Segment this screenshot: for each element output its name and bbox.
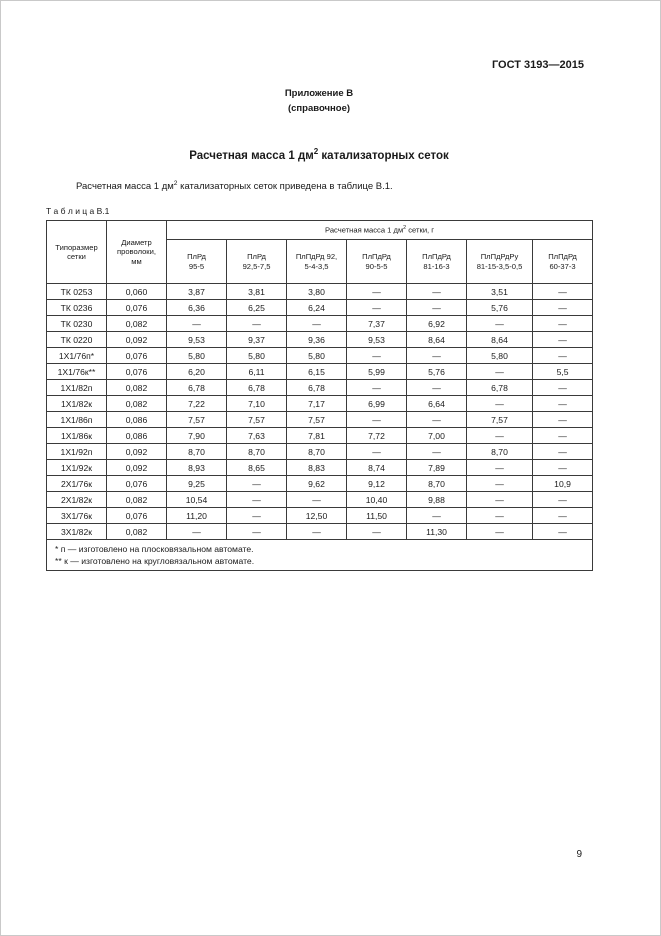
cell-value: —: [407, 284, 467, 300]
cell-value: 6,20: [167, 364, 227, 380]
footnotes-cell: [47, 540, 593, 571]
cell-type: 2Х1/76к: [47, 476, 107, 492]
cell-type: ТК 0220: [47, 332, 107, 348]
column-header-line: 5-4-3,5: [304, 261, 329, 271]
cell-diameter: 0,092: [107, 444, 167, 460]
cell-value: —: [407, 508, 467, 524]
cell-value: 9,12: [347, 476, 407, 492]
cell-value: 5,76: [407, 364, 467, 380]
cell-value: —: [407, 444, 467, 460]
cell-type: 3Х1/82к: [47, 524, 107, 540]
cell-value: —: [167, 316, 227, 332]
cell-value: —: [467, 524, 533, 540]
page-number: 9: [576, 849, 582, 860]
cell-value: —: [347, 284, 407, 300]
column-header-line: 90-5-5: [365, 261, 388, 271]
group-header: [167, 221, 593, 240]
cell-diameter: 0,082: [107, 316, 167, 332]
cell-diameter: 0,076: [107, 364, 167, 380]
table-row: [47, 284, 593, 300]
cell-value: —: [347, 300, 407, 316]
cell-value: 11,20: [167, 508, 227, 524]
cell-value: 6,25: [227, 300, 287, 316]
appendix-heading: [46, 86, 592, 116]
cell-value: 8,70: [407, 476, 467, 492]
table-row: [47, 492, 593, 508]
title-text: Расчетная масса 1 дм: [189, 149, 314, 162]
col-header-type: [47, 221, 107, 284]
cell-type: ТК 0236: [47, 300, 107, 316]
cell-value: —: [287, 316, 347, 332]
intro-sup: 2: [173, 180, 178, 187]
table-row: [47, 364, 593, 380]
cell-value: —: [467, 492, 533, 508]
cell-value: —: [533, 348, 593, 364]
cell-value: 8,70: [167, 444, 227, 460]
intro-text: Расчетная масса 1 дм: [76, 181, 174, 193]
footnotes-row: [47, 540, 593, 571]
page-title: [46, 147, 592, 162]
cell-value: —: [533, 396, 593, 412]
cell-value: —: [347, 348, 407, 364]
column-header-line: ПлРд: [187, 252, 206, 261]
cell-diameter: 0,092: [107, 332, 167, 348]
cell-value: 7,57: [167, 412, 227, 428]
cell-type: 1Х1/92п: [47, 444, 107, 460]
cell-value: —: [227, 508, 287, 524]
column-header-alloy: [287, 240, 347, 284]
cell-value: —: [167, 524, 227, 540]
table-row: [47, 476, 593, 492]
cell-value: 8,70: [467, 444, 533, 460]
cell-value: —: [407, 412, 467, 428]
col-header-diameter-line3: мм: [131, 256, 142, 266]
table-body: [47, 284, 593, 540]
cell-value: 8,64: [467, 332, 533, 348]
table-row: [47, 348, 593, 364]
cell-value: 6,15: [287, 364, 347, 380]
appendix-line1: Приложение В: [284, 88, 354, 99]
cell-diameter: 0,082: [107, 492, 167, 508]
cell-value: 6,78: [287, 380, 347, 396]
column-header-line: ПлПдРд 92,: [295, 252, 338, 261]
cell-type: 1Х1/92к: [47, 460, 107, 476]
cell-diameter: 0,092: [107, 460, 167, 476]
cell-value: —: [467, 428, 533, 444]
cell-value: —: [407, 380, 467, 396]
cell-value: —: [467, 396, 533, 412]
column-header-line: ПлПдРд: [362, 252, 391, 261]
cell-value: —: [467, 508, 533, 524]
cell-value: 8,70: [227, 444, 287, 460]
cell-value: —: [347, 444, 407, 460]
col-header-diameter-line2: проволоки,: [117, 247, 156, 257]
cell-diameter: 0,082: [107, 396, 167, 412]
group-header-text: Расчетная масса 1 дм: [325, 226, 404, 236]
table-row: [47, 396, 593, 412]
cell-value: —: [227, 492, 287, 508]
cell-value: —: [347, 524, 407, 540]
cell-value: 7,57: [227, 412, 287, 428]
title-sup: 2: [313, 147, 319, 156]
cell-value: 9,62: [287, 476, 347, 492]
column-header-line: 81-15-3,5-0,5: [476, 261, 523, 271]
cell-value: —: [287, 492, 347, 508]
cell-value: 7,10: [227, 396, 287, 412]
cell-value: —: [533, 332, 593, 348]
cell-value: —: [227, 476, 287, 492]
cell-value: 8,64: [407, 332, 467, 348]
cell-value: 7,17: [287, 396, 347, 412]
cell-type: 3Х1/76к: [47, 508, 107, 524]
cell-value: —: [533, 508, 593, 524]
cell-value: 9,25: [167, 476, 227, 492]
column-header-alloy: [407, 240, 467, 284]
group-header-suffix: сетки, г: [406, 226, 435, 236]
table-label: Т а б л и ц а В.1: [46, 206, 110, 216]
table-row: [47, 412, 593, 428]
cell-value: 6,36: [167, 300, 227, 316]
cell-value: 7,90: [167, 428, 227, 444]
cell-diameter: 0,082: [107, 524, 167, 540]
cell-value: 9,37: [227, 332, 287, 348]
table-row: [47, 524, 593, 540]
cell-value: 9,53: [347, 332, 407, 348]
cell-value: —: [467, 460, 533, 476]
doc-number: ГОСТ 3193—2015: [491, 59, 584, 71]
cell-value: —: [533, 300, 593, 316]
cell-value: 3,80: [287, 284, 347, 300]
cell-value: 7,22: [167, 396, 227, 412]
cell-value: 6,99: [347, 396, 407, 412]
group-header-row: [47, 221, 593, 240]
cell-value: 10,9: [533, 476, 593, 492]
cell-type: ТК 0230: [47, 316, 107, 332]
cell-value: 7,72: [347, 428, 407, 444]
cell-value: 5,80: [227, 348, 287, 364]
cell-value: 8,93: [167, 460, 227, 476]
cell-value: —: [287, 524, 347, 540]
cell-value: —: [533, 428, 593, 444]
cell-diameter: 0,076: [107, 300, 167, 316]
column-header-alloy: [227, 240, 287, 284]
column-header-alloy: [167, 240, 227, 284]
appendix-line2: (справочное): [287, 103, 351, 114]
cell-value: —: [407, 348, 467, 364]
cell-diameter: 0,082: [107, 380, 167, 396]
col-header-diameter: [107, 221, 167, 284]
table-row: [47, 460, 593, 476]
cell-value: 6,78: [467, 380, 533, 396]
cell-value: 11,30: [407, 524, 467, 540]
column-header-alloy: [467, 240, 533, 284]
column-header-line: ПлПдРд: [422, 252, 451, 261]
column-header-line: 95-5: [188, 261, 205, 271]
cell-value: 11,50: [347, 508, 407, 524]
cell-value: 8,83: [287, 460, 347, 476]
cell-value: 8,65: [227, 460, 287, 476]
cell-diameter: 0,076: [107, 348, 167, 364]
cell-value: —: [533, 492, 593, 508]
cell-type: 1Х1/76к**: [47, 364, 107, 380]
cell-value: 6,92: [407, 316, 467, 332]
cell-value: 5,99: [347, 364, 407, 380]
table-row: [47, 508, 593, 524]
cell-value: 3,51: [467, 284, 533, 300]
cell-diameter: 0,076: [107, 508, 167, 524]
cell-value: —: [467, 476, 533, 492]
cell-value: 9,53: [167, 332, 227, 348]
col-header-diameter-line1: Диаметр: [121, 237, 152, 247]
cell-value: —: [533, 524, 593, 540]
table-row: [47, 300, 593, 316]
cell-value: 5,5: [533, 364, 593, 380]
cell-value: 7,89: [407, 460, 467, 476]
cell-value: 9,36: [287, 332, 347, 348]
cell-value: 8,74: [347, 460, 407, 476]
column-header-line: ПлПдРдРу: [480, 252, 519, 261]
group-header-sup: 2: [403, 225, 407, 232]
table-row: [47, 380, 593, 396]
column-header-line: 60-37-3: [549, 261, 576, 271]
cell-value: —: [533, 284, 593, 300]
data-table: [46, 220, 593, 571]
cell-value: 7,37: [347, 316, 407, 332]
cell-type: 1Х1/82п: [47, 380, 107, 396]
cell-value: 7,00: [407, 428, 467, 444]
cell-value: 6,11: [227, 364, 287, 380]
cell-value: —: [533, 412, 593, 428]
cell-value: 6,78: [227, 380, 287, 396]
col-header-type-line1: Типоразмер: [55, 242, 98, 252]
footnote-line: ** к — изготовлено на кругловязальном автомате.: [55, 556, 255, 566]
intro-paragraph: [46, 180, 592, 192]
cell-diameter: 0,086: [107, 428, 167, 444]
cell-value: 5,80: [467, 348, 533, 364]
cell-type: 2Х1/82к: [47, 492, 107, 508]
table-row: [47, 428, 593, 444]
cell-diameter: 0,086: [107, 412, 167, 428]
cell-value: —: [533, 444, 593, 460]
cell-value: 6,24: [287, 300, 347, 316]
cell-type: 1Х1/82к: [47, 396, 107, 412]
cell-value: —: [467, 316, 533, 332]
cell-value: —: [347, 380, 407, 396]
cell-value: 7,63: [227, 428, 287, 444]
column-header-alloy: [347, 240, 407, 284]
column-header-line: 81-16-3: [423, 261, 450, 271]
cell-value: 3,81: [227, 284, 287, 300]
cell-value: 9,88: [407, 492, 467, 508]
table-row: [47, 444, 593, 460]
cell-value: 3,87: [167, 284, 227, 300]
cell-value: —: [407, 300, 467, 316]
cell-value: —: [467, 364, 533, 380]
cell-value: —: [227, 524, 287, 540]
column-header-line: 92,5-7,5: [242, 261, 271, 271]
cell-type: 1Х1/86к: [47, 428, 107, 444]
cell-value: 10,54: [167, 492, 227, 508]
cell-value: —: [227, 316, 287, 332]
cell-value: 6,64: [407, 396, 467, 412]
cell-type: 1Х1/86п: [47, 412, 107, 428]
cell-value: 7,57: [287, 412, 347, 428]
cell-value: —: [533, 460, 593, 476]
cell-value: 5,80: [287, 348, 347, 364]
cell-diameter: 0,076: [107, 476, 167, 492]
cell-value: 7,57: [467, 412, 533, 428]
column-header-alloy: [533, 240, 593, 284]
cell-value: 5,80: [167, 348, 227, 364]
cell-value: 6,78: [167, 380, 227, 396]
table-row: [47, 332, 593, 348]
cell-value: 5,76: [467, 300, 533, 316]
cell-type: 1Х1/76п*: [47, 348, 107, 364]
cell-value: 7,81: [287, 428, 347, 444]
col-header-type-line2: сетки: [67, 252, 86, 261]
footnote-line: * п — изготовлено на плосковязальном автомате.: [55, 544, 254, 554]
title-suffix: катализаторных сеток: [318, 149, 449, 162]
cell-value: 12,50: [287, 508, 347, 524]
cell-value: —: [533, 380, 593, 396]
cell-type: ТК 0253: [47, 284, 107, 300]
column-header-line: ПлПдРд: [548, 252, 577, 261]
cell-value: —: [533, 316, 593, 332]
intro-suffix: катализаторных сеток приведена в таблице В.1.: [177, 181, 393, 193]
column-header-line: ПлРд: [247, 252, 266, 261]
cell-value: 10,40: [347, 492, 407, 508]
cell-value: —: [347, 412, 407, 428]
cell-value: 8,70: [287, 444, 347, 460]
table-row: [47, 316, 593, 332]
cell-diameter: 0,060: [107, 284, 167, 300]
